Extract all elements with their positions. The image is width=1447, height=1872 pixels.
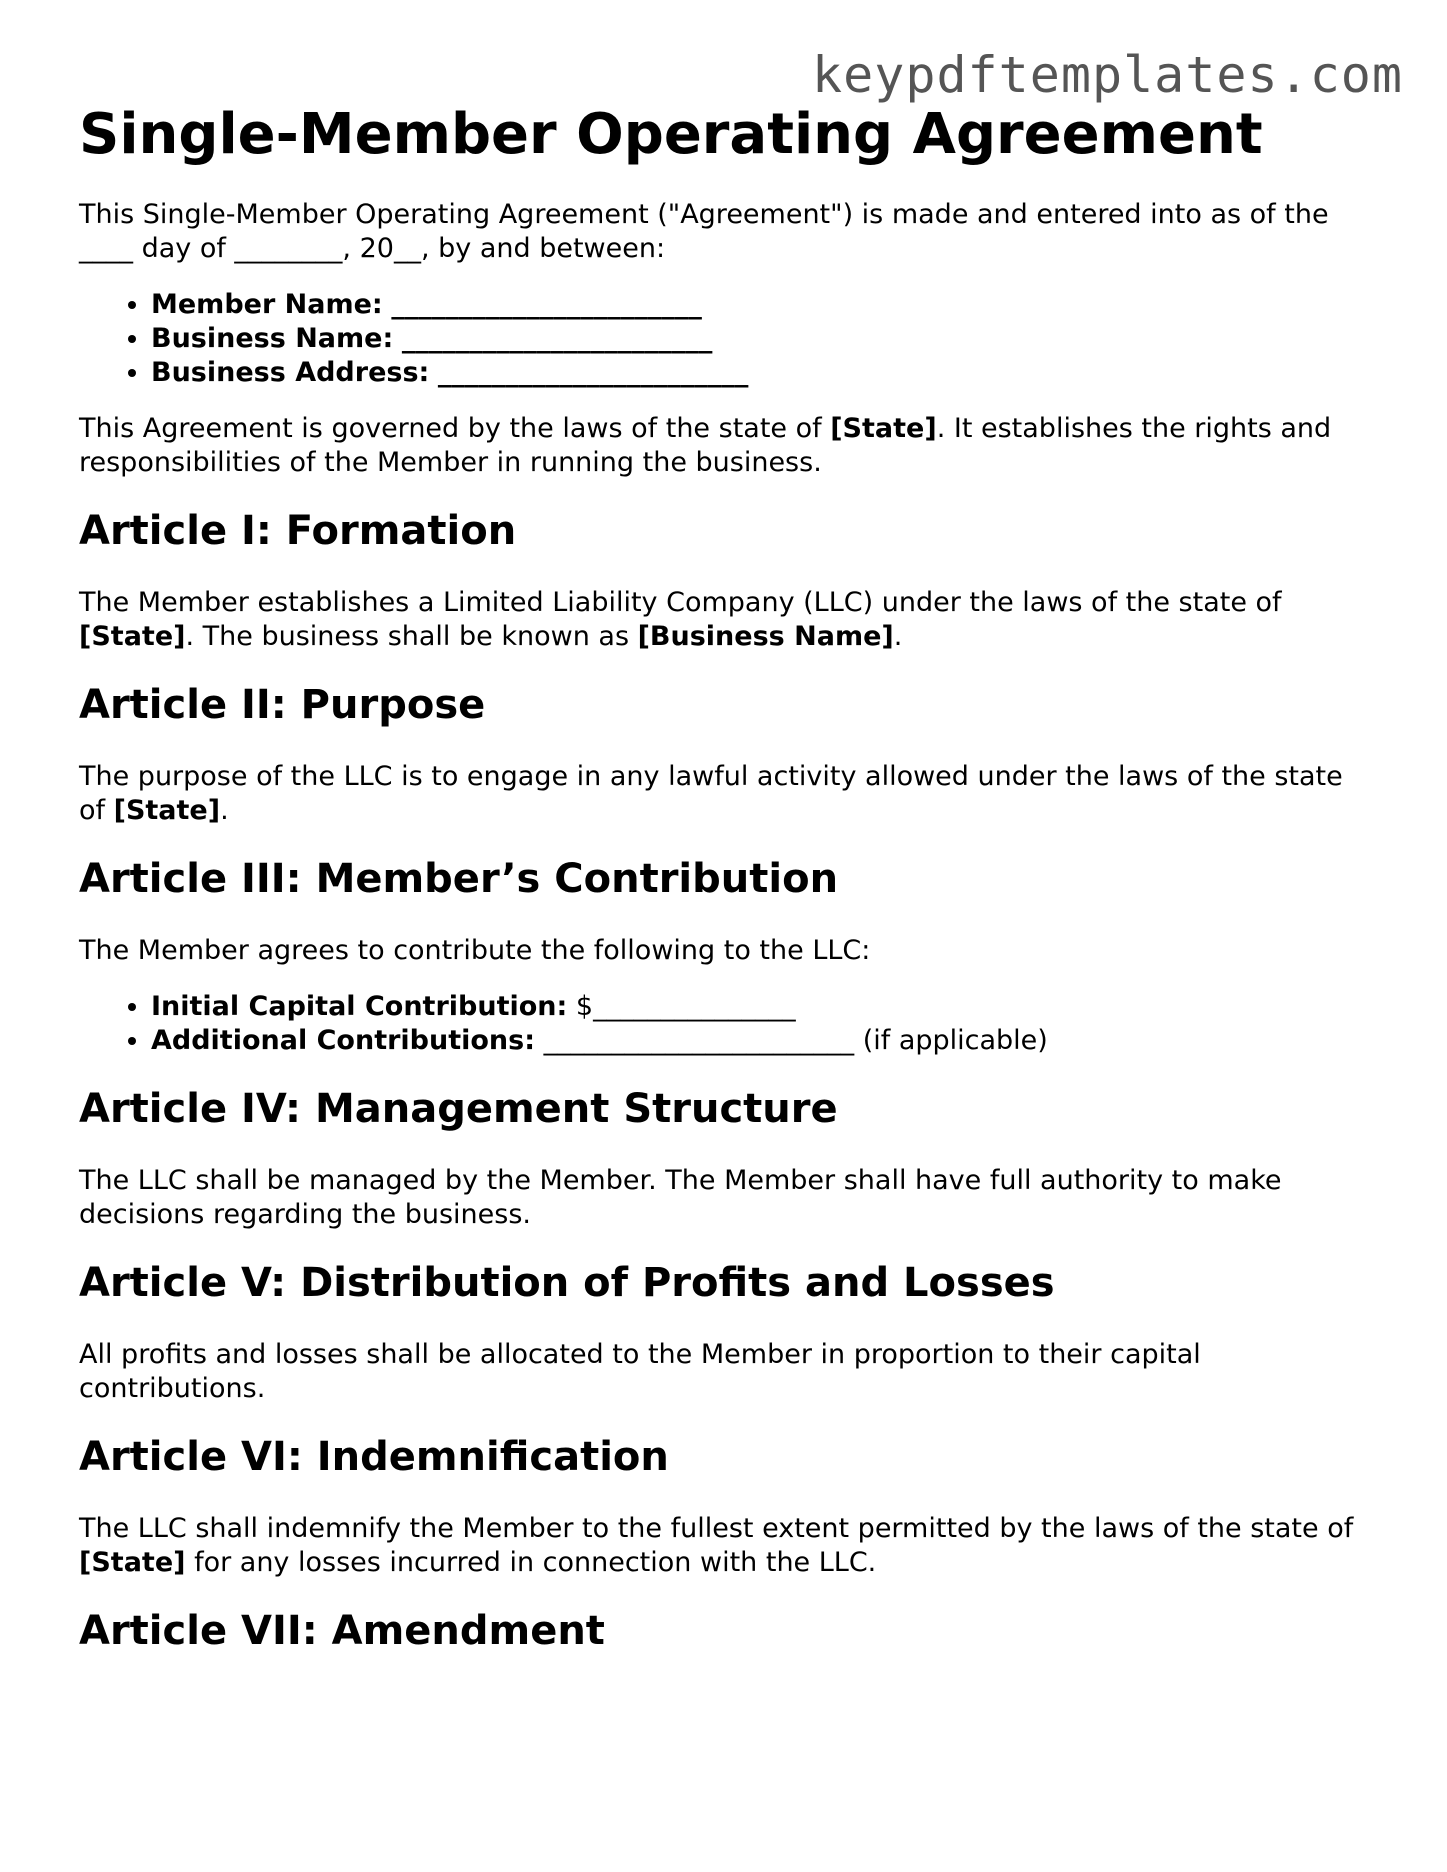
- member-name-blank: _______________________: [391, 289, 702, 320]
- member-name-label: Member Name:: [151, 289, 383, 320]
- article-3-intro: The Member agrees to contribute the following to the LLC:: [79, 935, 871, 966]
- governing-paragraph: [79, 412, 1369, 480]
- additional-contribution-blank: _______________________: [535, 1025, 855, 1056]
- article-4-text: The LLC shall be managed by the Member. The Member shall have full authority to make decisions regarding the business.: [79, 1165, 1282, 1230]
- state-placeholder: [State]: [79, 621, 186, 652]
- list-item: [151, 288, 1369, 322]
- business-name-label: Business Name:: [151, 323, 394, 354]
- article-5-heading: Article V: Distribution of Profits and Losses: [79, 1260, 1055, 1306]
- state-placeholder: [State]: [79, 1547, 186, 1578]
- document-page: [79, 96, 1369, 1686]
- additional-contribution-label: Additional Contributions:: [151, 1025, 536, 1056]
- article-7-heading: Article VII: Amendment: [79, 1608, 605, 1654]
- business-name-placeholder: [Business Name]: [637, 621, 894, 652]
- article-3-heading: Article III: Member’s Contribution: [79, 856, 839, 902]
- article-2-text-part: .: [220, 795, 229, 826]
- article-2-text-part: The purpose of the LLC is to engage in any lawful activity allowed under the laws of the state of: [79, 761, 1343, 826]
- governing-text-end: . It establishes the rights and responsibilities of the Member in running the business.: [79, 413, 1332, 478]
- article-2-text: [79, 760, 1369, 828]
- contributions-list: [79, 990, 1369, 1058]
- business-name-blank: _______________________: [401, 323, 713, 354]
- article-5-text: All profits and losses shall be allocated to the Member in proportion to their capital contributions.: [79, 1339, 1201, 1404]
- article-1-text-part: The Member establishes a Limited Liability Company (LLC) under the laws of the state of: [79, 587, 1282, 618]
- state-placeholder: [State]: [830, 413, 937, 444]
- article-6-text-part: The LLC shall indemnify the Member to the fullest extent permitted by the laws of the state of: [79, 1513, 1354, 1544]
- article-1-text-part: .: [893, 621, 903, 652]
- initial-contribution-blank: $_______________: [567, 991, 796, 1022]
- intro-paragraph: This Single-Member Operating Agreement ("Agreement") is made and entered into as of the ____ day of ________, 20__, by and between:: [79, 199, 1329, 264]
- watermark: keypdftemplates.com: [812, 46, 1403, 104]
- additional-contribution-note: (if applicable): [854, 1025, 1048, 1056]
- governing-text: This Agreement is governed by the laws of the state of: [79, 413, 831, 444]
- article-1-text: [79, 586, 1369, 654]
- article-1-text-part: . The business shall be known as: [185, 621, 638, 652]
- business-address-label: Business Address:: [151, 357, 430, 388]
- article-4-heading: Article IV: Management Structure: [79, 1086, 838, 1132]
- article-6-text: [79, 1512, 1369, 1580]
- list-item: [151, 990, 1369, 1024]
- article-6-heading: Article VI: Indemnification: [79, 1434, 669, 1480]
- list-item: [151, 322, 1369, 356]
- business-address-blank: _______________________: [437, 357, 749, 388]
- list-item: [151, 1024, 1369, 1058]
- parties-list: [79, 288, 1369, 390]
- article-6-text-part: for any losses incurred in connection with the LLC.: [185, 1547, 877, 1578]
- article-2-heading: Article II: Purpose: [79, 682, 486, 728]
- initial-contribution-label: Initial Capital Contribution:: [151, 991, 568, 1022]
- document-title: Single-Member Operating Agreement: [79, 102, 1263, 167]
- list-item: [151, 356, 1369, 390]
- state-placeholder: [State]: [113, 795, 221, 826]
- article-1-heading: Article I: Formation: [79, 508, 517, 554]
